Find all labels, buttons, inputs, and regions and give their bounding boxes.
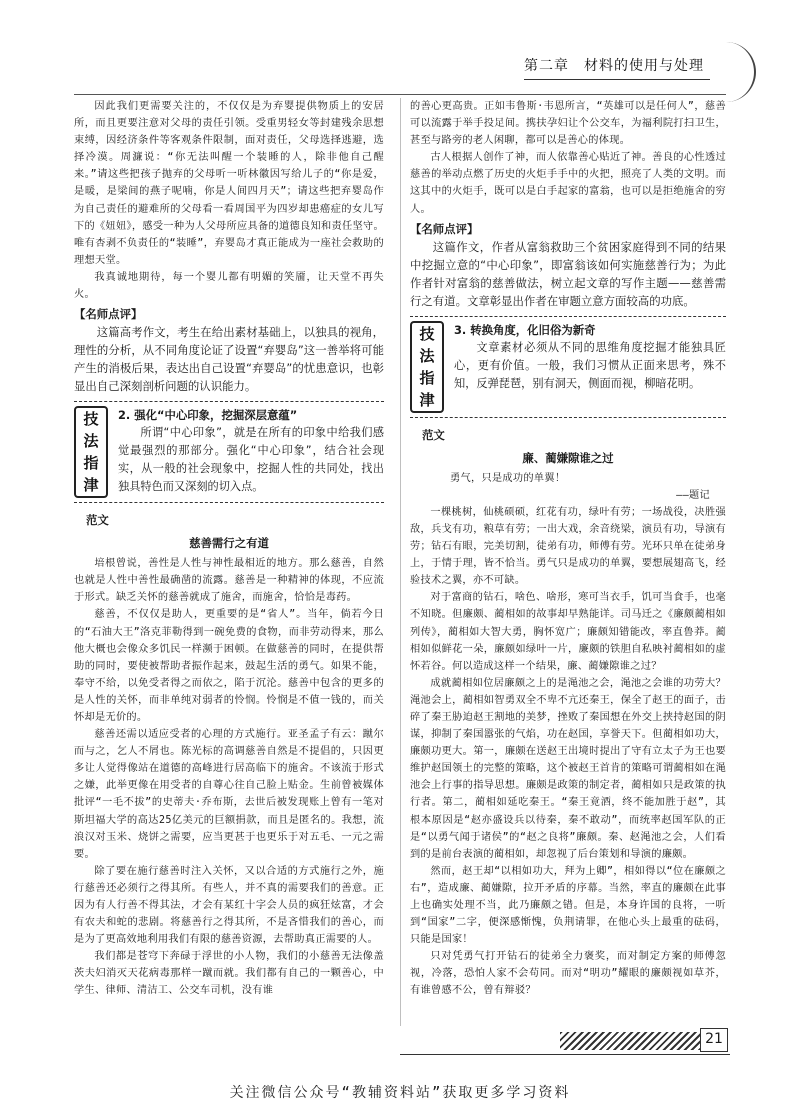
essay2-paragraph: 慈善，不仅仅是助人，更重要的是“省人”。当年，倘若今日的“石油大王”洛克菲勒得到一碗免费的食物，而非劳动得来，那么他大概也会像众多饥民一样濒于困顿。在做慈善的同时，在提供帮助的同时，要使被帮助者振作起来，鼓起生活的勇气。如果不能，奉守不给，以免受者得之而依之，陷于沉沦。慈善中包含的更多的是人性的关怀，而非单纯对弱者的怜悯。怜悯是不值一钱的，而关怀却是无价的。 <box>74 609 384 723</box>
essay2-paragraph: 慈善还需以适应受者的心理的方式施行。亚圣孟子有云：蹴尔而与之，乞人不屑也。陈光标的高调慈善自然是不提倡的，只因更多让人觉得像站在道德的高峰进行居高临下的施舍。不该流于形式之嫌，此举更像在用受者的自尊心往自己脸上贴金。生前曾被媒体批评“一毛不拔”的史蒂夫·乔布斯，去世后被发现账上曾有一笔对斯坦福大学的高达25亿美元的巨额捐款，而且是匿名的。我想，流浪汉对玉米、烧饼之需要，应当更甚于也更乐于对五毛、一元之需要。 <box>74 729 384 860</box>
chapter-title: 第二章 材料的使用与处理 <box>524 58 704 74</box>
essay1-paragraph: 我真诚地期待，每一个婴儿都有明媚的笑靥，让天堂不再失火。 <box>74 271 384 301</box>
header-decorative-arc <box>726 42 756 102</box>
essay2-paragraph: 培根曾说，善性是人性与神性最相近的地方。那么慈善，自然也就是人性中善性最确凿的流露。慈善是一种精神的体现，不应流于形式。缺乏关怀的慈善就成了施舍，而施舍，恰恰是毒药。 <box>74 558 384 604</box>
epigraph: 勇气，只是成功的单翼！ <box>450 472 566 484</box>
essay3-paragraph: 一棵桃树，仙桃硕硕，红花有功，绿叶有劳；一场战役，决胜强敌，兵戈有功，粮草有劳；一出大戏，余音绕梁，演员有功，导演有劳；钻石有眼，完美切割，徒弟有功，师傅有劳。光环只单在徒弟身上，于情于理，皆不恰当。勇气只是成功的单翼，要想展翅高飞，经验技术之翼，亦不可缺。 <box>410 506 726 587</box>
tip-body <box>118 406 384 498</box>
essay3-paragraph: 成就蔺相如位居廉颇之上的是渑池之会，渑池之会谁的功劳大？渑池会上，蔺相如智勇双全不卑不亢还秦王，保全了赵王的面子，击碎了秦王胁迫赵王割地的美梦，挫败了秦国想在外交上挟持赵国的阴谋，抑制了秦国嚣张的气焰，功在赵国，享誉天下。但蔺相如功大，廉颇功更大。第一，廉颇在送赵王出境时提出了守有立太子为王也要维护赵国领土的完整的策略，这个被赵王首肯的策略可谓蔺相如在渑池会上行事的指导思想。廉颇是政策的制定者，蔺相如只是政策的执行者。第二，蔺相如延吃秦王。“秦王竟酒，终不能加胜于赵”，其根本原因是“赵亦盛设兵以待秦，秦不敢动”，而统率赵国军队的正是“以勇气闻于诸侯”的“赵之良将”廉颇。秦、赵渑池之会，人们看到的是前台表演的蔺相如，却忽视了后台策划和导演的廉颇。 <box>410 677 726 860</box>
essay3-paragraph: 对于富商的钻石，啥色、啥形，寒可当衣手，饥可当食手，也毫不知晓。但廉颇、蔺相如的故事却早熟能详。司马迁之《廉颇蔺相如列传》，蔺相如大智大勇，胸怀宽广；廉颇知错能改，率直鲁莽。蔺相如似鲜花一朵，廉颇如绿叶一片，廉颇的铁胆自私映衬蔺相如的虚怀若谷。何以造成这样一个结果，廉、蔺嫌隙谁之过？ <box>410 592 726 672</box>
sample-essay-label: 范文 <box>422 427 445 442</box>
tip-badge-char: 法 <box>419 346 435 365</box>
tip-badge-char: 技 <box>419 324 435 343</box>
tip-text: 文章素材必须从不同的思维角度挖掘才能独具匠心，更有价值。一般，我们习惯从正面来思考，殊不知，反弹琵琶，别有洞天，侧面而视，柳暗花明。 <box>454 340 726 390</box>
watermark-text: 关注微信公众号“教辅资料站”获取更多学习资料 <box>229 1085 571 1101</box>
tip-body <box>454 321 726 413</box>
essay-title: 慈善需行之有道 <box>189 536 269 551</box>
tip-badge <box>74 406 108 498</box>
sample-essay-label: 范文 <box>86 513 109 528</box>
footer-rule <box>400 1054 730 1055</box>
page-number: 21 <box>700 1028 728 1052</box>
essay2-paragraph: 的善心更高贵。正如韦鲁斯·韦恩所言，“英雄可以是任何人”，慈善可以流露于举手投足间。携扶孕妇让个公交车，为福利院打扫卫生，甚至与路旁的老人闲聊，都可以是善心的体现。 <box>410 101 726 147</box>
header-underline <box>524 79 710 80</box>
tip-box <box>74 401 384 503</box>
essay2-paragraph: 除了要在施行慈善时注入关怀，又以合适的方式施行之外，施行慈善还必须行之得其所。有些人，并不真的需要我们的善意。正因为有人行善不得其法，才会有某红十字会人员的疯狂炫富，才会有农夫和蛇的悲剧。将慈善行之得其所，不是吝惜我们的善心，而是为了更高效地利用我们有限的慈善资源，去帮助真正需要的人。 <box>74 865 384 946</box>
essay-title: 廉、蔺嫌隙谁之过 <box>522 450 614 465</box>
tip-text: 所谓“中心印象”，就是在所有的印象中给我们感觉最强烈的那部分。强化“中心印象”，结合社会现实，从一般的社会现象中，挖掘人性的共同处，找出独具特色而又深刻的切入点。 <box>118 426 384 494</box>
epigraph-attribution: ——题记 <box>676 489 710 501</box>
column-divider <box>400 98 401 1026</box>
comment-label: 【名师点评】 <box>410 221 479 236</box>
page-top-rule <box>74 94 726 95</box>
tip-title: 2. 强化“中心印象，挖掘深层意蕴” <box>118 408 298 423</box>
tip-badge-char: 法 <box>83 432 99 451</box>
tip-badge-char: 津 <box>419 390 435 409</box>
tip-title: 3. 转换角度，化旧俗为新奇 <box>454 322 596 337</box>
tip-badge-char: 指 <box>83 454 99 473</box>
page-header <box>524 55 724 81</box>
essay2-paragraph: 我们都是苍穹下奔碌于浮世的小人物，我们的小慈善无法像盖茨夫妇消灭天花病毒那样一蹴而就。我们都有自己的一颗善心，中学生、律师、清洁工、公交车司机，没有谁 <box>74 951 384 997</box>
tip-badge-char: 指 <box>419 368 435 387</box>
comment-text: 这篇作文，作者从富翁救助三个贫困家庭得到不同的结果中挖掘立意的“中心印象”，即富翁该如何实施慈善行为；为此作者针对富翁的慈善做法，树立起文章的写作主题——慈善需行之有道。文章彰显出作者在审题立意方面较高的功底。 <box>410 239 726 308</box>
right-column <box>410 98 726 1000</box>
left-column <box>74 98 384 1000</box>
tip-box <box>410 316 726 418</box>
essay1-paragraph: 因此我们更需要关注的，不仅仅是为弃婴提供物质上的安居所，而且更要注意对父母的责任引领。受重男轻女等封建残余思想束缚，因经济条件等客观条件限制，面对责任，父母选择逃避，选择冷漠。周濂说：“你无法叫醒一个装睡的人，除非他自己醒来。”请这些把孩子抛弃的父母听一听林徽因写给儿子的“你是爱，是暖，是梁间的燕子呢喃，你是人间四月天”；请这些把弃婴岛作为自己责任的避难所的父母看一看周国平为四岁却患癌症的女儿写下的《妞妞》，感受一种为人父母所应具备的道德良知和责任坚守。唯有杏剥不负责任的“装睡”，弃婴岛才真正能成为一座社会救助的理想天堂。 <box>74 101 384 266</box>
footer-hatched-band <box>560 1032 700 1050</box>
essay2-paragraph: 古人根据人创作了神，而人依靠善心贴近了神。善良的心性透过慈善的举动点燃了历史的火炬手手中的火把，照亮了人类的文明。而这其中的火炬手，既可以是白手起家的富翁，也可以是拒绝施舍的穷人。 <box>410 152 726 215</box>
essay3-paragraph: 只对凭勇气打开钻石的徒弟全力褒奖，而对制定方案的师傅忽视，冷落，恐怕人家不会苟同。而对“明功”耀眼的廉颇视如草芥，有谁曾感不公，曾有辩驳？ <box>410 951 726 997</box>
essay3-paragraph: 然而，赵王却“以相如功大，拜为上卿”，相如得以“位在廉颇之右”，造成廉、蔺嫌隙，拉开矛盾的序幕。当然，率直的廉颇在此事上也确实处理不当，此乃廉颇之错。但是，本身许国的良将，一听到“国家”二字，便深感惭愧，负荆请罪，在他心头上最重的砝码，只能是国家！ <box>410 865 726 946</box>
tip-badge-char: 技 <box>83 410 99 429</box>
tip-badge <box>410 321 444 413</box>
comment-label: 【名师点评】 <box>74 307 143 322</box>
comment-text: 这篇高考作文，考生在给出素材基础上，以独具的视角，理性的分析，从不同角度论证了设置“弃婴岛”这一善举将可能产生的消极后果，表达出自己设置“弃婴岛”的忧患意识，也彰显出自己深刻剖析问题的认识能力。 <box>74 325 384 394</box>
tip-badge-char: 津 <box>83 476 99 495</box>
